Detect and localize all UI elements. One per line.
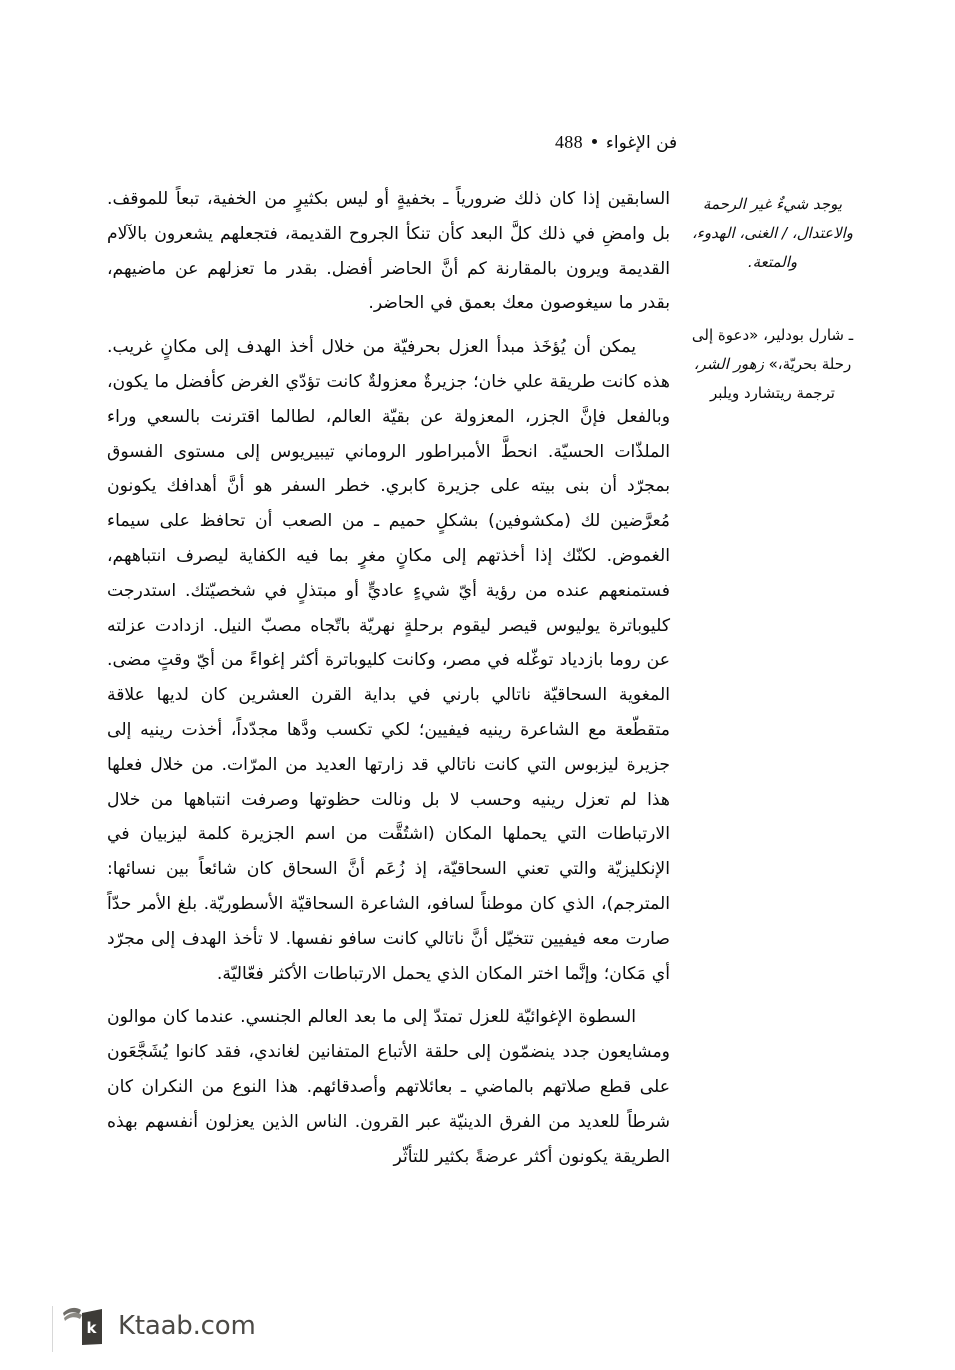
attribution-author: ـ شارل بودلير، — [763, 326, 854, 344]
margin-note-column — [690, 190, 855, 408]
svg-text:k: k — [86, 1319, 97, 1337]
running-head — [555, 132, 855, 153]
margin-note-attribution — [690, 321, 855, 408]
watermark-divider — [52, 1306, 53, 1352]
bullet-dot-icon — [592, 139, 597, 144]
open-book-icon — [62, 1304, 108, 1348]
page-number: 488 — [555, 132, 583, 152]
body-paragraph: السابقين إذا كان ذلك ضرورياً ـ بخفيةٍ أو ليس بكثيرٍ من الخفية، تبعاً للموقف. بل وامضِ في ذلك كلَّ البعد كأن تنكأ الجروح القديمة، فتجعلهم يشعرون بالآلام القديمة ويرون بالمقارنة كم أنَّ الحاضر أفضل. بقدر ما تعزلهم عن ماضيهم، بقدر ما سيغوصون معك بعمق في الحاضر. — [107, 189, 670, 314]
attribution-work-title: «دعوة إلى رحلة بحريّة،» — [691, 326, 852, 373]
margin-note-quote: يوجد شيءٌ غير الرحمة والاعتدال، / الغنى، الهدوء، والمتعة. — [691, 195, 854, 271]
attribution-source-title: زهور الشر، — [693, 355, 764, 373]
body-text-column — [107, 182, 670, 1174]
attribution-translator: ترجمة ريتشارد ويلبر — [710, 384, 835, 402]
body-paragraph: يمكن أن يُؤخَذ مبدأ العزل بحرفيّة من خلال أخذ الهدف إلى مكانٍ غريب. هذه كانت طريقة علي خان؛ جزيرةٌ معزولةٌ كانت تؤدّي الغرض كأفضل ما يكون، وبالفعل فإنَّ الجزر، المعزولة عن بقيّة العالم، لطالما اقترنت بالسعي وراء الملذّات الحسيّة. انحطَّ الأمبراطور الروماني تيبيريوس إلى مستوى الفسوق بمجرّد أن بنى بيته على جزيرة كابري. خطر السفر هو أنَّ أهدافك يكونون مُعرَّضين لك (مكشوفين) بشكلٍ حميم ـ من الصعب أن تحافظ على سيماء الغموض. لكنّك إذا أخذتهم إلى مكانٍ مغرٍ بما فيه الكفاية ليصرف انتباههم، فستمنعهم عنده من رؤية أيّ شيءٍ عاديٍّ أو مبتذلٍ في شخصيّتك. استدرجت كليوباترة يوليوس قيصر ليقوم برحلةٍ نهريّة باتّجاه مصبّ النيل. ازدادت عزلته عن روما بازدياد توغّله في مصر، وكانت كليوباترة أكثر إغواءً من أيّ وقتٍ مضى. المغوية السحاقيّة ناتالي بارني في بداية القرن العشرين كان لديها علاقة متقطّعة مع الشاعرة رينيه فيفيين؛ لكي تكسب ودَّها مجدّداً، أخذت رينيه إلى جزيرة ليزبوس التي كانت ناتالي قد زارتها العديد من المرّات. من خلال فعلها هذا لم تعزل رينيه وحسب لا بل ونالت حظوتها وصرفت انتباهها من خلال الارتباطات التي يحملها المكان (اشتُقَّت من اسم الجزيرة كلمة ليزبيان في الإنكليزيّة والتي تعني السحاقيّة، إذ زُعَم أنَّ السحاق كان شائعاً بين نسائها: المترجم)، الذي كان موطناً لسافو، الشاعرة السحاقيّة الأسطوريّة. بلغ الأمر حدّاً صارت معه فيفيين تتخيّل أنَّ ناتالي كانت سافو نفسها. لا تأخذ الهدف إلى مجرّد أي مَكان؛ وإنَّما اختر المكان الذي يحمل الارتباطات الأكثر فعّاليّة. — [107, 337, 670, 984]
running-head-book-title: فن الإغواء — [605, 133, 678, 153]
body-paragraph: السطوة الإغوائيّة للعزل تمتدّ إلى ما بعد العالم الجنسي. عندما كان موالون ومشايعون جدد ينضمّون إلى حلقة الأتباع المتفانين لغاندي، فقد كانوا يُشَجَّعَون على قطع صلاتهم بالماضي ـ بعائلاتهم وأصدقائهم. هذا النوع من النكران كان شرطاً للعديد من الفرق الدينيّة عبر القرون. الناس الذين يعزلون أنفسهم بهذه الطريقة يكونون أكثر عرضةً بكثير للتأثّر — [107, 1007, 670, 1167]
watermark-text: Ktaab.com — [118, 1311, 256, 1341]
site-watermark[interactable] — [62, 1304, 256, 1348]
